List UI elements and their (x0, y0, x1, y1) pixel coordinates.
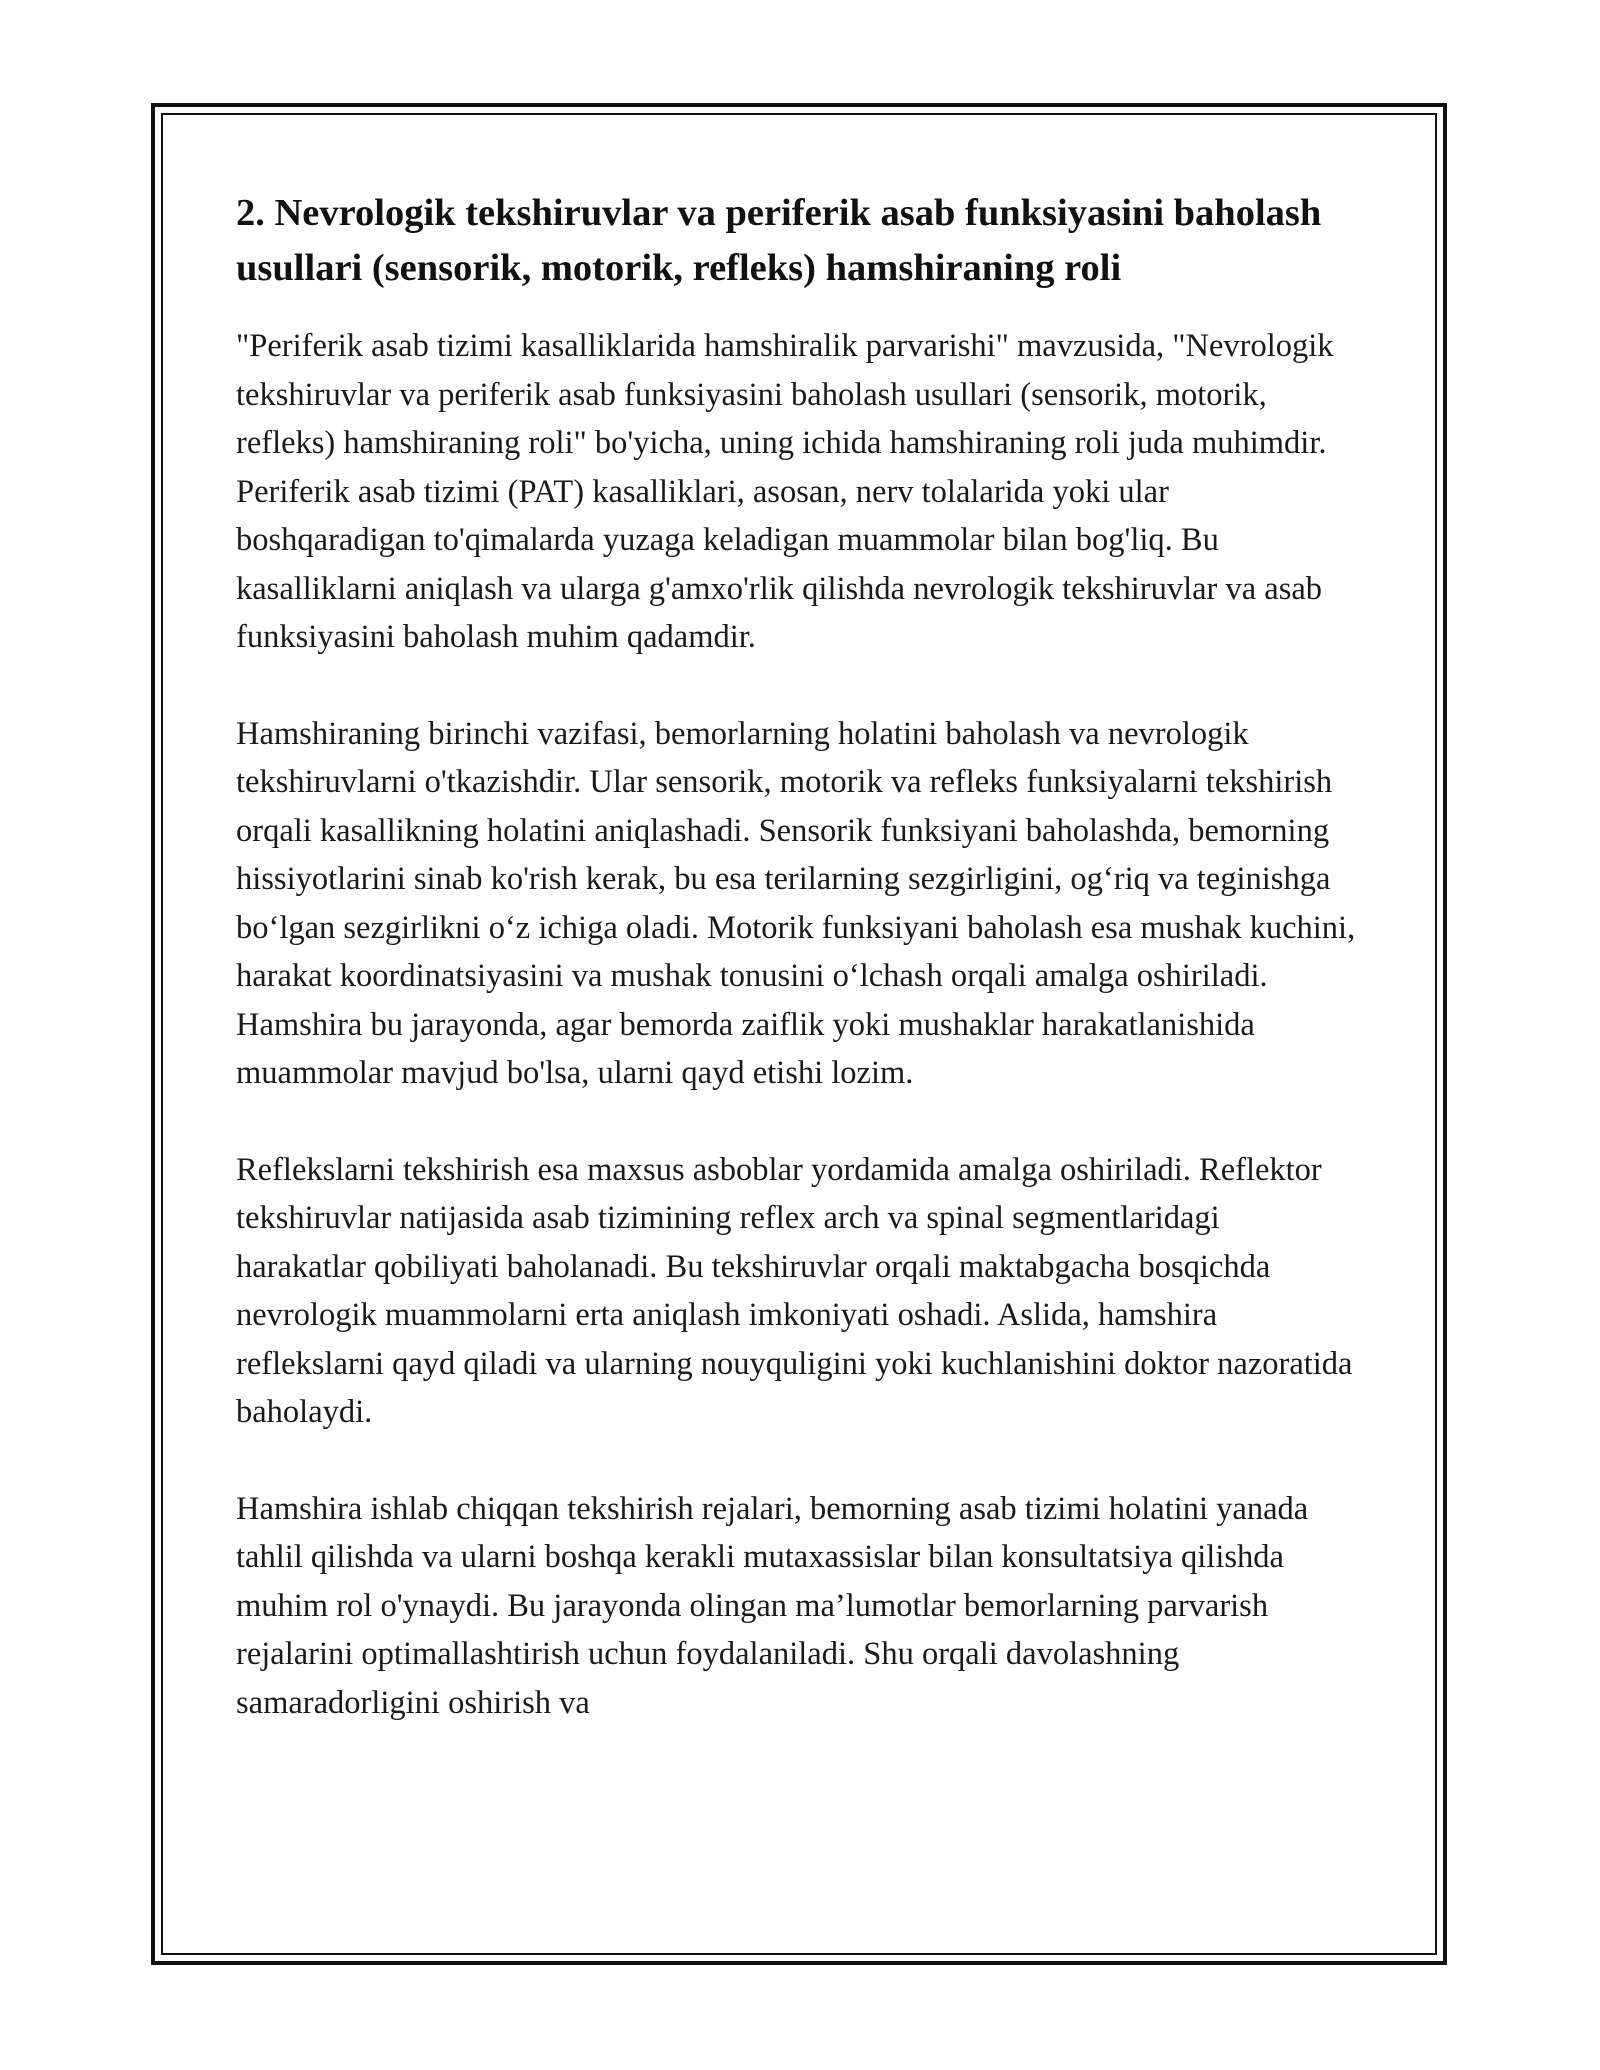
paragraph-intro: "Periferik asab tizimi kasalliklarida hamshiralik parvarishi" mavzusida, "Nevrologik tekshiruvlar va periferik asab funksiyasini baholash usullari (sensorik, motorik, refleks) hamshiraning roli" bo'yicha, uning ichida hamshiraning roli juda muhimdir. Periferik asab tizimi (PAT) kasalliklari, asosan, nerv tolalarida yoki ular boshqaradigan to'qimalarda yuzaga keladigan muammolar bilan bog'liq. Bu kasalliklarni aniqlash va ularga g'amxo'rlik qilishda nevrologik tekshiruvlar va asab funksiyasini baholash muhim qadamdir. (236, 328, 1334, 655)
section-heading: 2. Nevrologik tekshiruvlar va periferik asab funksiyasini baholash usullari (sensorik, motorik, refleks) hamshiraning roli (236, 192, 1322, 289)
paragraph-reflexes: Reflekslarni tekshirish esa maxsus asboblar yordamida amalga oshiriladi. Reflektor tekshiruvlar natijasida asab tizimining reflex arch va spinal segmentlaridagi harakatlar qobiliyati baholanadi. Bu tekshiruvlar orqali maktabgacha bosqichda nevrologik muammolarni erta aniqlash imkoniyati oshadi. Aslida, hamshira reflekslarni qayd qiladi va ularning nouyquligini yoki kuchlanishini doktor nazoratida baholaydi. (236, 1151, 1353, 1430)
paragraph-examination-plans: Hamshira ishlab chiqqan tekshirish rejalari, bemorning asab tizimi holatini yanada tahlil qilishda va ularni boshqa kerakli mutaxassislar bilan konsultatsiya qilishda muhim rol o'ynaydi. Bu jarayonda olingan ma’lumotlar bemorlarning parvarish rejalarini optimallashtirish uchun foydalaniladi. Shu orqali davolashning samaradorligini oshirish va (236, 1490, 1309, 1721)
document-body (236, 186, 1356, 1775)
paragraph-sensory-motor: Hamshiraning birinchi vazifasi, bemorlarning holatini baholash va nevrologik tekshiruvlarni o'tkazishdir. Ular sensorik, motorik va refleks funksiyalarni tekshirish orqali kasallikning holatini aniqlashadi. Sensorik funksiyani baholashda, bemorning hissiyotlarini sinab ko'rish kerak, bu esa terilarning sezgirligini, ogʻriq va teginishga boʻlgan sezgirlikni oʻz ichiga oladi. Motorik funksiyani baholash esa mushak kuchini, harakat koordinatsiyasini va mushak tonusini oʻlchash orqali amalga oshiriladi. Hamshira bu jarayonda, agar bemorda zaiflik yoki mushaklar harakatlanishida muammolar mavjud bo'lsa, ularni qayd etishi lozim. (236, 715, 1356, 1091)
